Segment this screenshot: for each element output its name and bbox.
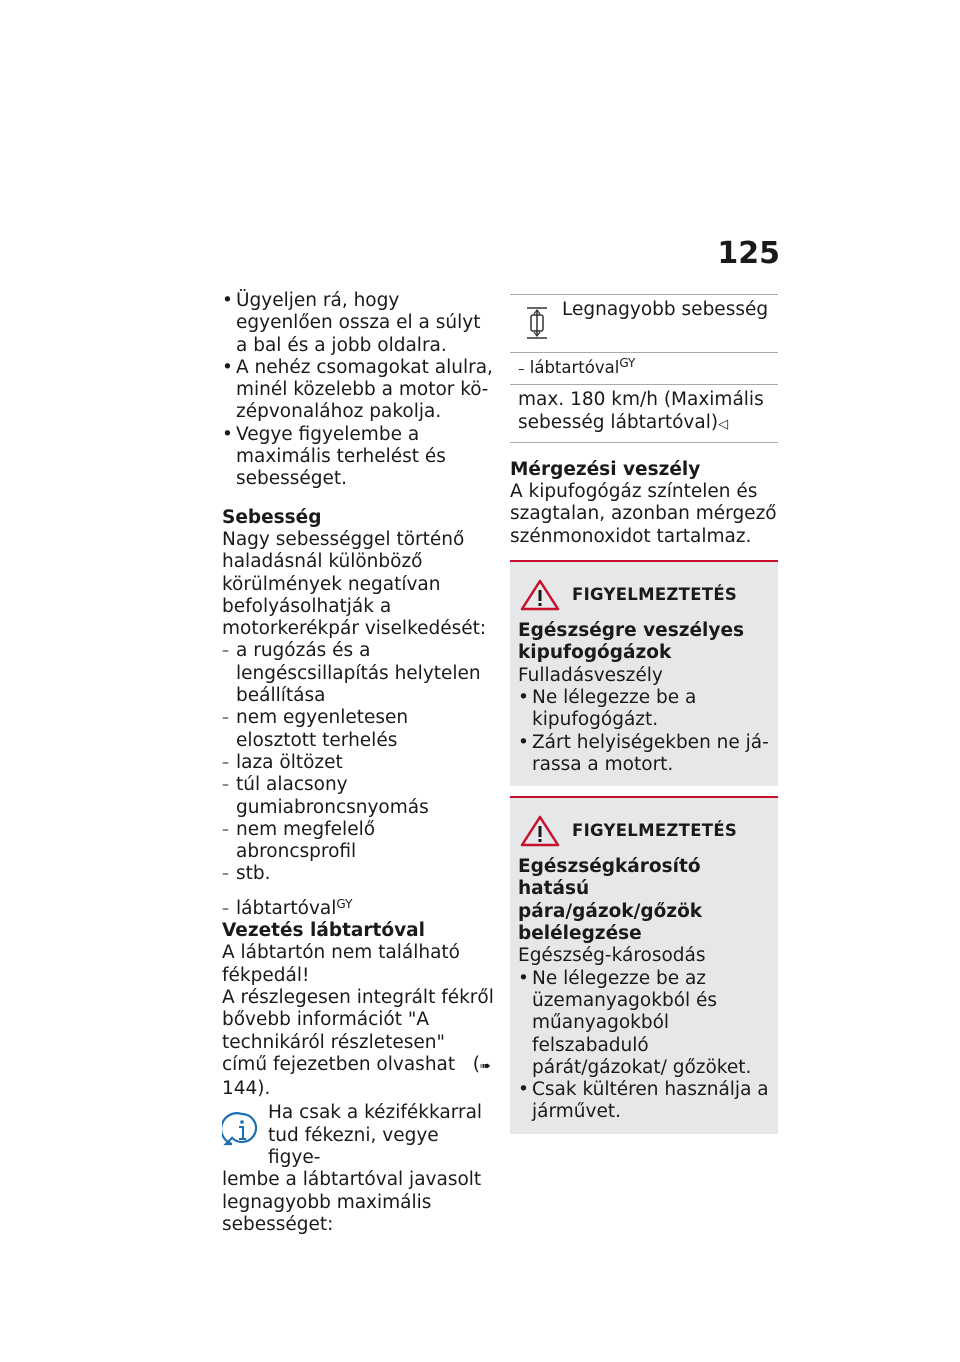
- riding-text-2: A részlegesen integrált fékről bővebb információt "A technikáról részletesen" című fejezetben olvashat (➠ 144).: [222, 986, 494, 1100]
- option-label: lábtartóval: [236, 897, 337, 919]
- speed-text: Nagy sebességgel történő haladásnál különböző körülmények negatívan befolyásolhatják a motorkerékpár viselkedését:: [222, 528, 487, 640]
- list-item: – laza öltözet: [222, 752, 494, 774]
- riding-text-1: A lábtartón nem található fékpedál!: [222, 942, 460, 986]
- list-item: • Ügyeljen rá, hogy egyenlően ossza el a súlyt a bal és a jobb oldalra.: [222, 290, 494, 357]
- warning-bullet-list: [518, 968, 770, 1124]
- warning-triangle-icon: [520, 815, 560, 847]
- speed-heading: Sebesség: [222, 506, 322, 528]
- info-note: [222, 1102, 494, 1236]
- list-item: • Vegye figyelembe a maximális terhelést és sebességet.: [222, 424, 494, 491]
- note-line-c: lembe a lábtartóval javasolt legnagyobb maximális sebességet:: [222, 1169, 482, 1235]
- warning-heading: Egészségkárosító hatású pára/gázok/gőzök belélegzése: [518, 856, 703, 945]
- speed-table-option: – lábtartóval$^{GY}$: [510, 353, 778, 385]
- warning-label: FIGYELMEZTETÉS: [572, 821, 738, 840]
- option-line: [222, 898, 494, 920]
- list-item: – nem megfelelő abroncsprofil: [222, 819, 494, 864]
- list-item: – nem egyenletesen elosztott terhelés: [222, 707, 494, 752]
- left-column: [222, 290, 494, 1236]
- warning-heading: Egészségre veszélyes kipufogógázok: [518, 620, 745, 664]
- speed-table-value: max. 180 km/h (Maximális sebesség lábtartóval)◁: [518, 389, 764, 433]
- warning-subheading: Fulladásveszély: [518, 664, 663, 686]
- conditions-list: [222, 640, 494, 885]
- list-item: – a rugózás és a lengéscsillapítás helytelen beállítása: [222, 640, 494, 707]
- speed-table-title: Legnagyobb sebesség: [562, 299, 769, 320]
- warning-subheading: Egészség-károsodás: [518, 945, 706, 967]
- list-item: – stb.: [222, 863, 494, 885]
- warning-bullet-list: [518, 687, 770, 776]
- end-mark-icon: ◁: [718, 416, 729, 432]
- reference-page-link[interactable]: 144).: [222, 1078, 271, 1100]
- speed-table: [510, 294, 778, 443]
- warning-box-1: [510, 560, 778, 786]
- reference-arrow-icon: ➠: [480, 1058, 491, 1074]
- right-column: [510, 294, 778, 1134]
- max-speed-icon: [524, 305, 550, 341]
- list-item: • Ne lélegezze be az üzemanyagokból és műanyagokból felszabaduló párát/gázokat/ gőzöket.: [518, 968, 770, 1079]
- riding-heading: Vezetés lábtartóval: [222, 920, 425, 942]
- warning-triangle-icon: [520, 579, 560, 611]
- list-item: • A nehéz csomagokat alulra, minél közelebb a motor középvonalához pakolja.: [222, 357, 494, 424]
- option-code: GY: [336, 896, 353, 911]
- list-item: – túl alacsony gumiabroncsnyomás: [222, 774, 494, 819]
- note-line-a: Ha csak a kézifékkarral: [268, 1102, 483, 1124]
- speed-table-header: [510, 295, 778, 353]
- list-item: • Ne lélegezze be a kipufogógázt.: [518, 687, 770, 732]
- note-line-b: tud fékezni, vegye figye-: [268, 1124, 439, 1168]
- info-icon: [222, 1110, 262, 1154]
- poison-heading: Mérgezési veszély: [510, 458, 701, 480]
- warning-label: FIGYELMEZTETÉS: [572, 584, 738, 604]
- reference-open: (: [472, 1053, 481, 1075]
- list-item: • Zárt helyiségekben ne járassa a motort.: [518, 732, 770, 777]
- warning-box-2: [510, 796, 778, 1134]
- poison-text: A kipufogógáz színtelen és szagtalan, azonban mérgező szénmonoxidot tartalmaz.: [510, 481, 777, 547]
- page-number: 125: [717, 236, 780, 271]
- option-code: GY: [619, 356, 636, 370]
- list-item: • Csak kültéren használja a járművet.: [518, 1079, 770, 1124]
- load-bullet-list: [222, 290, 494, 491]
